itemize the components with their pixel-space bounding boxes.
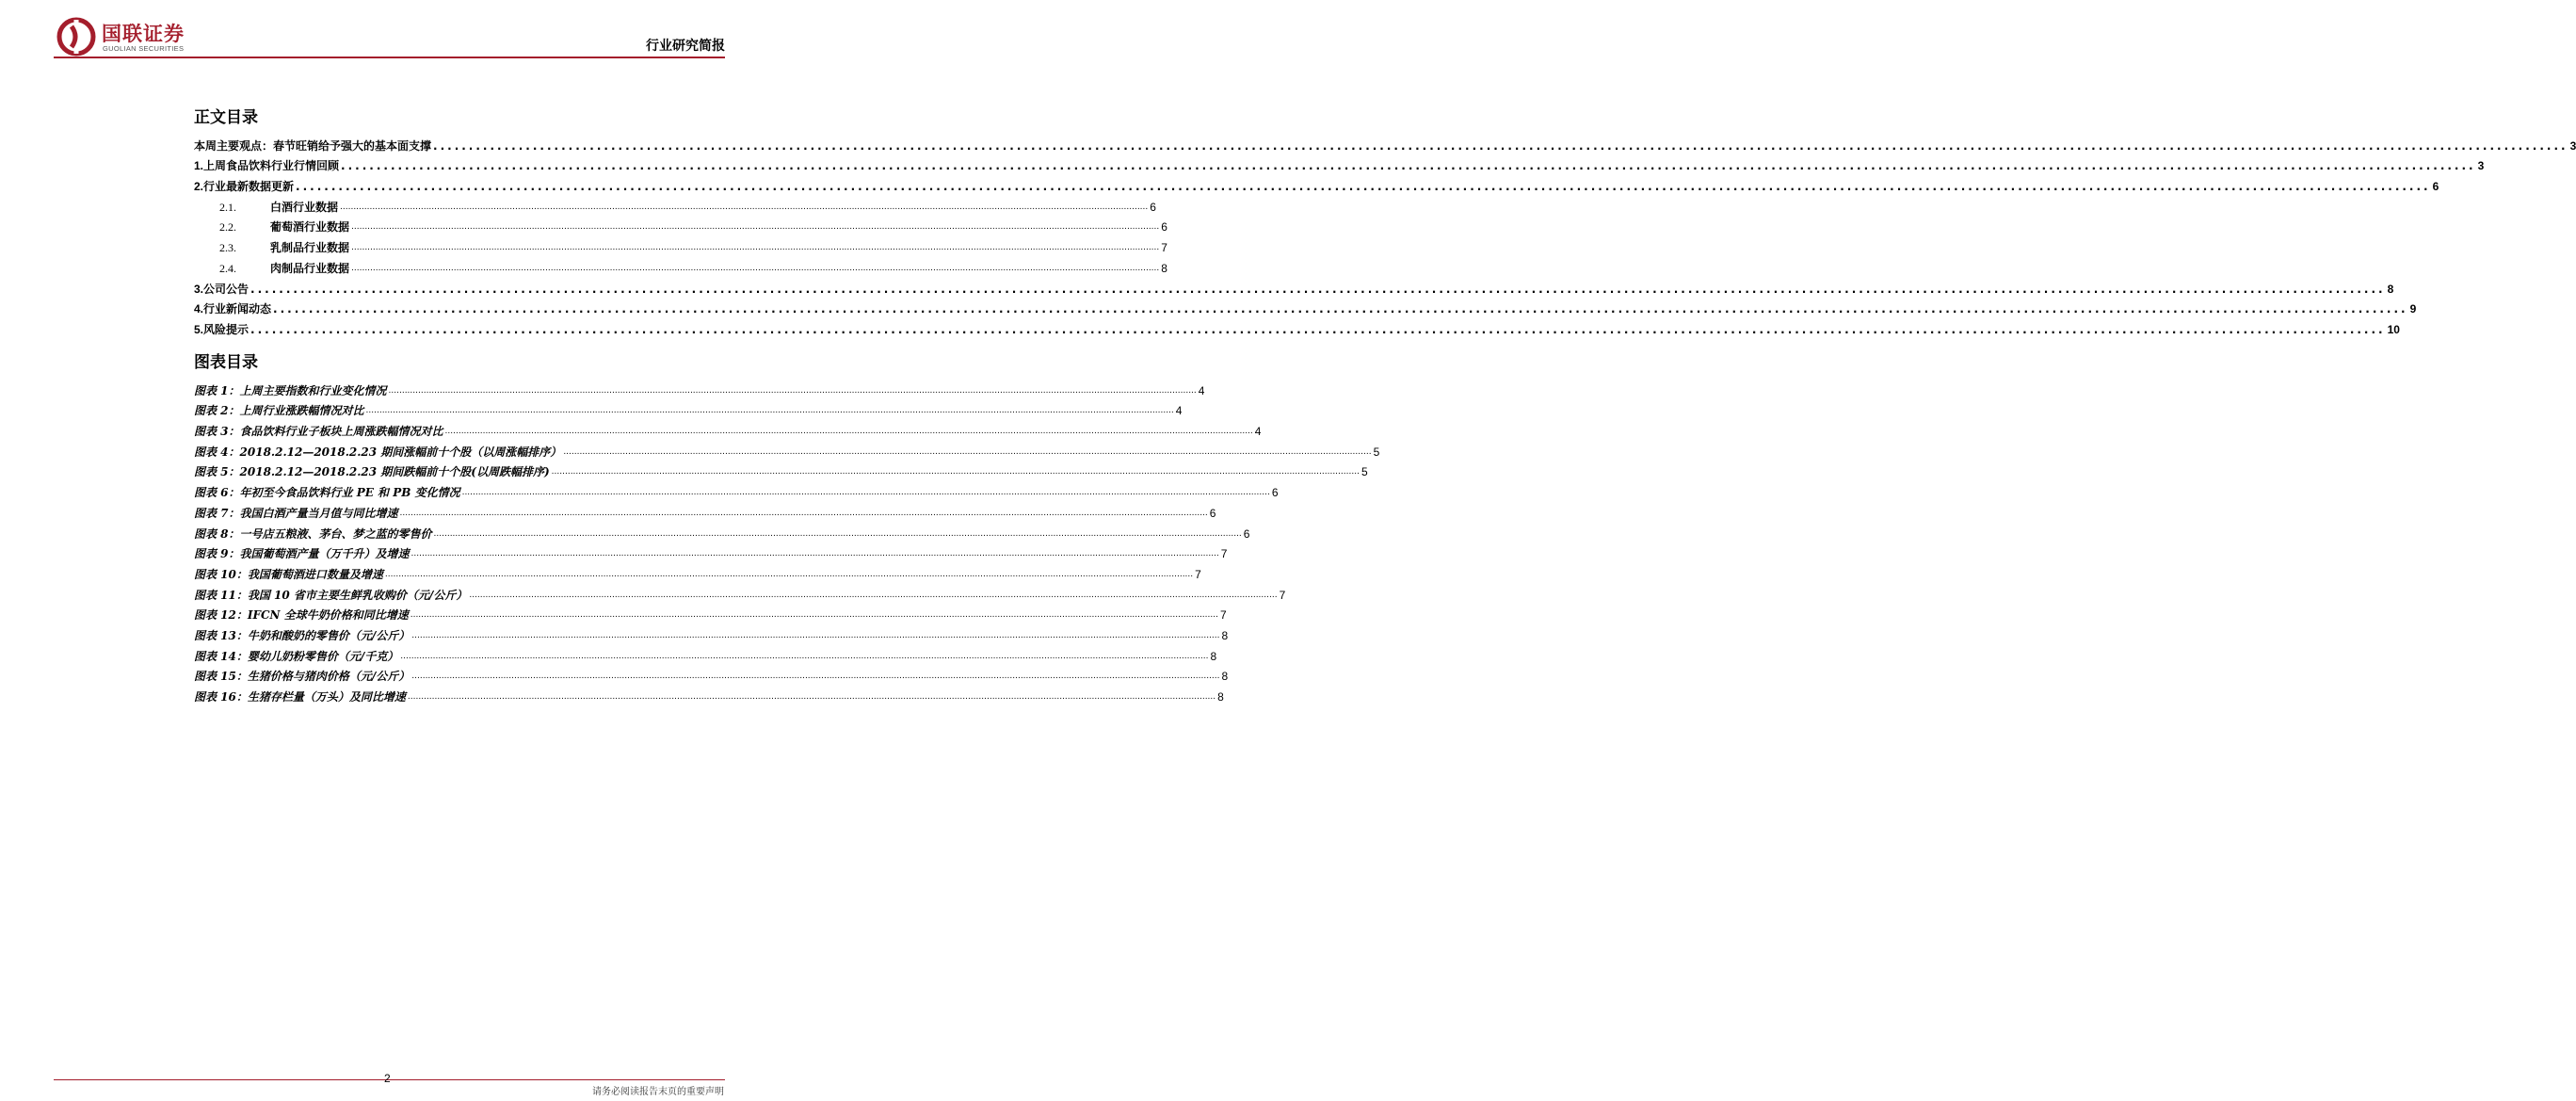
dot-leader: ............................................................................................................................................................................................................................................................................................................ xyxy=(340,202,1149,212)
figure-entry-page: 4 xyxy=(1198,383,1205,397)
report-type: 行业研究简报 xyxy=(646,39,725,54)
figure-entry-page: 5 xyxy=(1373,445,1380,459)
dot-leader: ............................................................................................................................................................................................................................................................................................................ xyxy=(273,302,2408,316)
figure-entry-title: 图表 5：2018.2.12—2018.2.23 期间跌幅前十个股(以周跌幅排序) xyxy=(194,465,550,479)
toc-entry-title: 公司公告 xyxy=(203,282,250,296)
dot-leader: ............................................................................................................................................................................................................................................................................................................ xyxy=(365,406,1174,416)
figure-list-title: 图表目录 xyxy=(194,353,258,372)
dot-leader: ............................................................................................................................................................................................................................................................................................................ xyxy=(384,569,1194,579)
toc-entry-title: 白酒行业数据 xyxy=(270,200,339,214)
figure-entry-page: 4 xyxy=(1175,404,1183,418)
toc-entry[interactable] xyxy=(194,254,1167,275)
logo-text-en: GUOLIAN SECURITIES xyxy=(103,44,185,53)
dot-leader: ............................................................................................................................................................................................................................................................................................................ xyxy=(296,180,2431,194)
figure-entry-title: 图表 13：牛奶和酸奶的零售价（元/公斤） xyxy=(194,628,411,642)
toc-entry-title: 乳制品行业数据 xyxy=(270,241,350,255)
dot-leader: ............................................................................................................................................................................................................................................................................................................ xyxy=(351,243,1160,253)
figure-entry-page: 7 xyxy=(1219,608,1227,623)
figure-entry-title: 图表 12：IFCN 全球牛奶价格和同比增速 xyxy=(194,608,409,623)
figure-entry-title: 图表 15：生猪价格与猪肉价格（元/公斤） xyxy=(194,670,411,684)
toc-entry-page: 3 xyxy=(2477,159,2485,173)
toc-entry-title: 风险提示 xyxy=(203,322,250,336)
figure-entry-title: 图表 2：上周行业涨跌幅情况对比 xyxy=(194,404,364,418)
dot-leader: ............................................................................................................................................................................................................................................................................................................ xyxy=(250,322,2386,336)
toc-entry-number: 2.2. xyxy=(219,220,236,235)
page-number: 2 xyxy=(384,1072,391,1085)
dot-leader: ............................................................................................................................................................................................................................................................................................................ xyxy=(341,159,2476,173)
figure-entry-page: 6 xyxy=(1271,486,1279,500)
figure-entry-title: 图表 1：上周主要指数和行业变化情况 xyxy=(194,383,387,397)
toc-entry-page: 7 xyxy=(1161,241,1167,255)
dot-leader: ............................................................................................................................................................................................................................................................................................................ xyxy=(433,138,2568,153)
dot-leader: ............................................................................................................................................................................................................................................................................................................ xyxy=(461,488,1270,498)
figure-entry-page: 6 xyxy=(1209,506,1216,520)
header-divider xyxy=(54,57,725,58)
dot-leader: ............................................................................................................................................................................................................................................................................................................ xyxy=(411,549,1219,559)
toc-entry[interactable] xyxy=(194,275,2394,296)
toc-entry[interactable] xyxy=(194,234,1167,255)
dot-leader: ............................................................................................................................................................................................................................................................................................................ xyxy=(411,672,1220,682)
toc-entry-number: 4. xyxy=(194,302,204,316)
figure-entry-page: 7 xyxy=(1279,588,1286,602)
dot-leader: ............................................................................................................................................................................................................................................................................................................ xyxy=(400,651,1209,661)
toc-entry-number: 2.3. xyxy=(219,241,236,255)
dot-leader: ............................................................................................................................................................................................................................................................................................................ xyxy=(444,427,1253,437)
figure-entry[interactable] xyxy=(194,581,1286,602)
figure-entry-page: 4 xyxy=(1254,425,1262,439)
figure-entry-page: 8 xyxy=(1210,649,1217,663)
dot-leader: ............................................................................................................................................................................................................................................................................................................ xyxy=(250,282,2386,296)
toc-entry-number: 1. xyxy=(194,159,204,173)
figure-entry[interactable] xyxy=(194,560,1201,581)
dot-leader: ............................................................................................................................................................................................................................................................................................................ xyxy=(551,467,1360,478)
figure-entry[interactable] xyxy=(194,377,1205,397)
dot-leader: ............................................................................................................................................................................................................................................................................................................ xyxy=(433,528,1242,539)
footer-disclaimer: 请务必阅读报告末页的重要声明 xyxy=(592,1087,724,1097)
dot-leader: ............................................................................................................................................................................................................................................................................................................ xyxy=(411,630,1220,640)
company-logo xyxy=(56,17,207,57)
toc-entry-page: 10 xyxy=(2387,322,2400,336)
figure-entry-title: 图表 8：一号店五粮液、茅台、梦之蓝的零售价 xyxy=(194,526,432,541)
logo-mark-icon xyxy=(56,17,98,57)
figure-list xyxy=(194,377,1380,704)
figure-entry[interactable] xyxy=(194,663,1229,684)
dot-leader: ............................................................................................................................................................................................................................................................................................................ xyxy=(351,222,1160,233)
figure-entry-page: 7 xyxy=(1195,567,1201,581)
toc-entry-title: 上周食品饮料行业行情回顾 xyxy=(203,159,340,173)
dot-leader: ............................................................................................................................................................................................................................................................................................................ xyxy=(388,385,1197,396)
toc-entry[interactable] xyxy=(194,132,2576,153)
figure-entry-page: 5 xyxy=(1360,465,1368,479)
toc-entry[interactable] xyxy=(194,316,2400,336)
logo-text-cn: 国联证券 xyxy=(102,23,185,45)
figure-entry-title: 图表 4：2018.2.12—2018.2.23 期间涨幅前十个股（以周涨幅排序） xyxy=(194,445,562,459)
toc-entry-page: 6 xyxy=(1150,200,1156,214)
toc-entry-title: 行业新闻动态 xyxy=(203,302,272,316)
figure-entry[interactable] xyxy=(194,622,1229,642)
toc-entry-number: 2. xyxy=(194,180,204,194)
figure-entry[interactable] xyxy=(194,520,1250,541)
figure-entry-title: 图表 10：我国葡萄酒进口数量及增速 xyxy=(194,567,383,581)
dot-leader: ............................................................................................................................................................................................................................................................................................................ xyxy=(469,590,1278,600)
toc-entry[interactable] xyxy=(194,214,1167,235)
toc-entry-title: 行业最新数据更新 xyxy=(203,180,295,194)
figure-entry[interactable] xyxy=(194,478,1279,500)
figure-entry-page: 8 xyxy=(1221,628,1229,642)
toc-entry-number: 2.4. xyxy=(219,261,236,275)
figure-entry-title: 图表 16：生猪存栏量（万头）及同比增速 xyxy=(194,690,406,704)
figure-entry-page: 7 xyxy=(1220,547,1228,561)
toc-entry-page: 6 xyxy=(1161,220,1167,235)
figure-entry-title: 图表 6：年初至今食品饮料行业 PE 和 PB 变化情况 xyxy=(194,486,460,500)
dot-leader: ............................................................................................................................................................................................................................................................................................................ xyxy=(399,508,1208,518)
toc-entry-title: 肉制品行业数据 xyxy=(270,261,350,275)
figure-entry-title: 图表 3：食品饮料行业子板块上周涨跌幅情况对比 xyxy=(194,425,443,439)
figure-entry-title: 图表 14：婴幼儿奶粉零售价（元/千克） xyxy=(194,649,399,663)
toc-entry-title: 本周主要观点：春节旺销给予强大的基本面支撑 xyxy=(194,138,432,153)
toc-entry-page: 6 xyxy=(2432,180,2439,194)
toc-entry[interactable] xyxy=(194,296,2417,316)
toc-entry-page: 8 xyxy=(1161,261,1167,275)
figure-entry[interactable] xyxy=(194,417,1262,439)
toc-entry[interactable] xyxy=(194,153,2485,173)
toc-entry-number: 3. xyxy=(194,282,204,296)
toc-entry-page: 9 xyxy=(2409,302,2417,316)
toc-entry-number: 5. xyxy=(194,322,204,336)
dot-leader: ............................................................................................................................................................................................................................................................................................................ xyxy=(407,692,1216,702)
dot-leader: ............................................................................................................................................................................................................................................................................................................ xyxy=(351,263,1160,273)
toc-entry-number: 2.1. xyxy=(219,200,236,214)
figure-entry-page: 8 xyxy=(1217,690,1224,704)
toc-entry[interactable] xyxy=(194,172,2439,194)
figure-entry-page: 6 xyxy=(1243,526,1250,541)
toc-entry-page: 8 xyxy=(2387,282,2394,296)
toc-entry-page: 3 xyxy=(2569,138,2576,153)
dot-leader: ............................................................................................................................................................................................................................................................................................................ xyxy=(410,610,1218,621)
figure-entry[interactable] xyxy=(194,397,1183,418)
figure-entry[interactable] xyxy=(194,683,1224,704)
figure-entry-page: 8 xyxy=(1221,670,1229,684)
figure-entry[interactable] xyxy=(194,459,1368,479)
figure-entry-title: 图表 11：我国 10 省市主要生鲜乳收购价（元/公斤） xyxy=(194,588,468,602)
toc-title: 正文目录 xyxy=(194,108,258,127)
figure-entry-title: 图表 9：我国葡萄酒产量（万千升）及增速 xyxy=(194,547,410,561)
figure-entry-title: 图表 7：我国白酒产量当月值与同比增速 xyxy=(194,506,398,520)
figure-entry[interactable] xyxy=(194,642,1217,663)
toc-list xyxy=(194,132,2576,336)
figure-entry[interactable] xyxy=(194,438,1380,459)
toc-entry-title: 葡萄酒行业数据 xyxy=(270,220,350,235)
figure-entry[interactable] xyxy=(194,499,1216,520)
dot-leader: ............................................................................................................................................................................................................................................................................................................ xyxy=(563,446,1372,457)
figure-entry[interactable] xyxy=(194,541,1228,561)
toc-entry[interactable] xyxy=(194,193,1156,214)
figure-entry[interactable] xyxy=(194,602,1227,623)
